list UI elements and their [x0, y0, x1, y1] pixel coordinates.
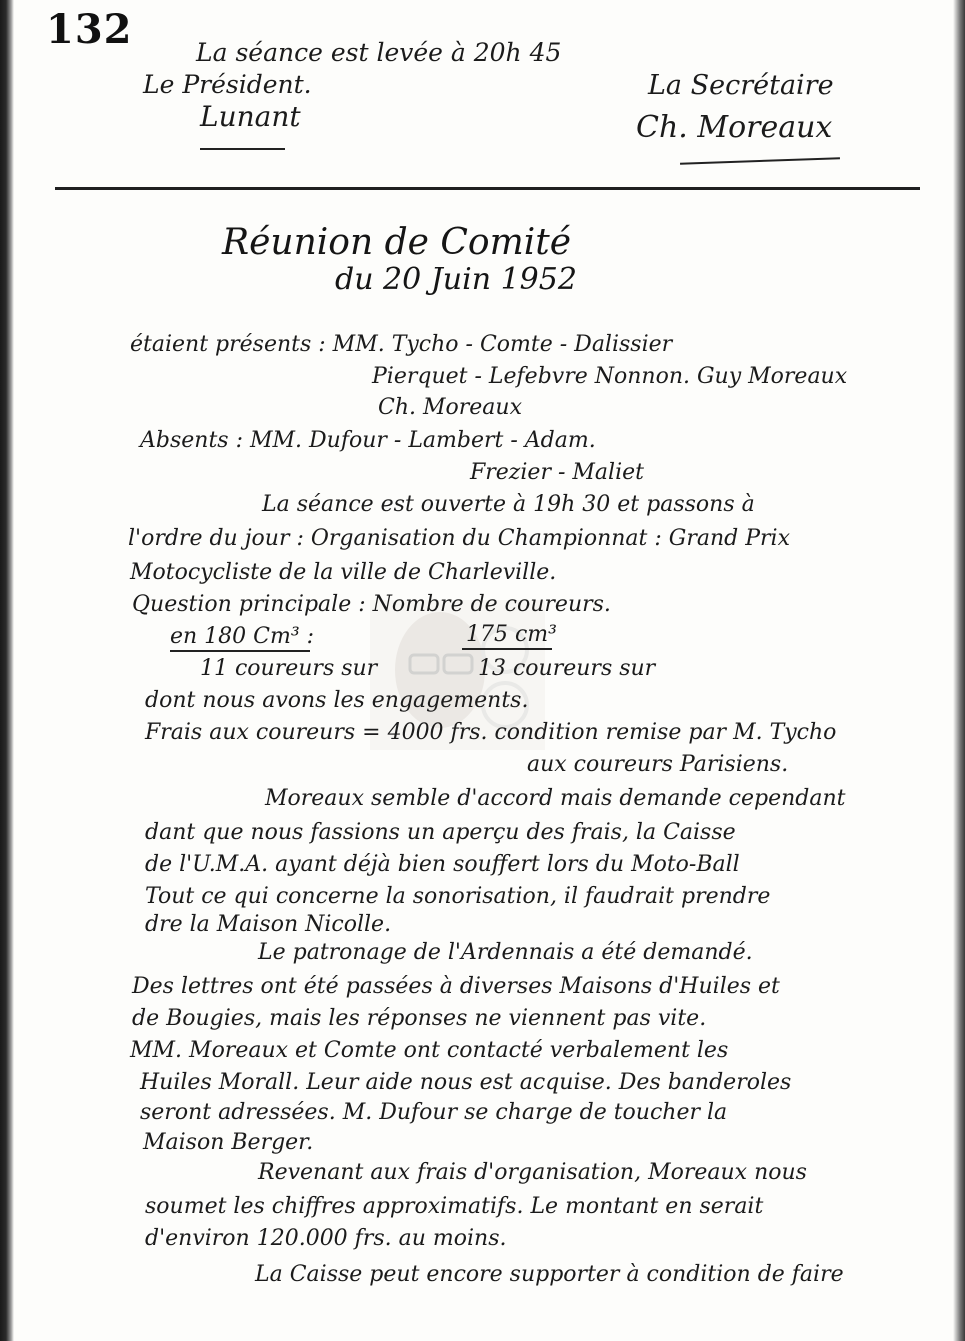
- body-line-caisse: La Caisse peut encore supporter à condition de faire: [255, 1262, 844, 1287]
- body-line-present: étaient présents : MM. Tycho - Comte - Dalissier: [130, 332, 673, 357]
- body-line-contact: MM. Moreaux et Comte ont contacté verbalement les: [130, 1038, 729, 1063]
- meeting-date: du 20 Juin 1952: [335, 262, 577, 297]
- body-line-nicolle: dre la Maison Nicolle.: [145, 912, 392, 937]
- body-line-montant: d'environ 120.000 frs. au moins.: [145, 1226, 507, 1251]
- secretary-label: La Secrétaire: [648, 70, 834, 101]
- body-line-13-riders: 13 coureurs sur: [478, 656, 656, 681]
- section-divider: [55, 187, 920, 190]
- body-line-uma: de l'U.M.A. ayant déjà bien souffert lors du Moto-Ball: [145, 852, 740, 877]
- body-line-opening: La séance est ouverte à 19h 30 et passons à: [262, 492, 755, 517]
- body-line-sonorisation: Tout ce qui concerne la sonorisation, il faudrait prendre: [145, 884, 771, 909]
- body-line-fees-2: aux coureurs Parisiens.: [527, 752, 789, 777]
- body-line-question: Question principale : Nombre de coureurs.: [132, 592, 611, 617]
- body-line-180cc: en 180 Cm³ :: [170, 624, 315, 649]
- body-line-berger: Maison Berger.: [143, 1130, 314, 1155]
- president-signature-underline: [200, 148, 285, 150]
- body-line-engagements: dont nous avons les engagements.: [145, 688, 529, 713]
- body-line-frais: Revenant aux frais d'organisation, Moreaux nous: [258, 1160, 807, 1185]
- meeting-title: Réunion de Comité: [222, 222, 572, 263]
- secretary-signature-underline: [680, 157, 840, 165]
- body-line-chiffres: soumet les chiffres approximatifs. Le montant en serait: [145, 1194, 764, 1219]
- body-line-agenda: l'ordre du jour : Organisation du Championnat : Grand Prix: [128, 526, 790, 551]
- underline-175cc: [462, 648, 552, 650]
- body-line-moreaux-2: dant que nous fassions un aperçu des frais, la Caisse: [145, 820, 736, 845]
- page-number: 132: [46, 6, 133, 53]
- body-line-moreaux: Moreaux semble d'accord mais demande cependant: [265, 786, 846, 811]
- body-line-175cc: 175 cm³: [466, 622, 557, 647]
- underline-180cc: [170, 650, 310, 652]
- president-label: Le Président.: [143, 70, 312, 99]
- body-line-letters: Des lettres ont été passées à diverses Maisons d'Huiles et: [132, 974, 780, 999]
- binding-shadow-right: [953, 0, 965, 1341]
- binding-shadow-left: [0, 0, 14, 1341]
- president-signature: Lunant: [200, 100, 301, 133]
- body-line-agenda-2: Motocycliste de la ville de Charleville.: [130, 560, 557, 585]
- body-line-bougies: de Bougies, mais les réponses ne viennent pas vite.: [132, 1006, 707, 1031]
- body-line-absent: Absents : MM. Dufour - Lambert - Adam.: [140, 428, 596, 453]
- body-line-present-2: Pierquet - Lefebvre Nonnon. Guy Moreaux: [372, 364, 848, 389]
- body-line-patronage: Le patronage de l'Ardennais a été demandé.: [258, 940, 753, 965]
- body-line-fees: Frais aux coureurs = 4000 frs. condition remise par M. Tycho: [145, 720, 837, 745]
- body-line-banderoles: seront adressées. M. Dufour se charge de toucher la: [140, 1100, 728, 1125]
- secretary-signature: Ch. Moreaux: [636, 110, 833, 145]
- body-line-absent-2: Frezier - Maliet: [470, 460, 644, 485]
- body-line-11-riders: 11 coureurs sur: [200, 656, 378, 681]
- closing-line: La séance est levée à 20h 45: [196, 38, 562, 67]
- body-line-morall: Huiles Morall. Leur aide nous est acquise. Des banderoles: [140, 1070, 792, 1095]
- body-line-present-3: Ch. Moreaux: [378, 395, 522, 420]
